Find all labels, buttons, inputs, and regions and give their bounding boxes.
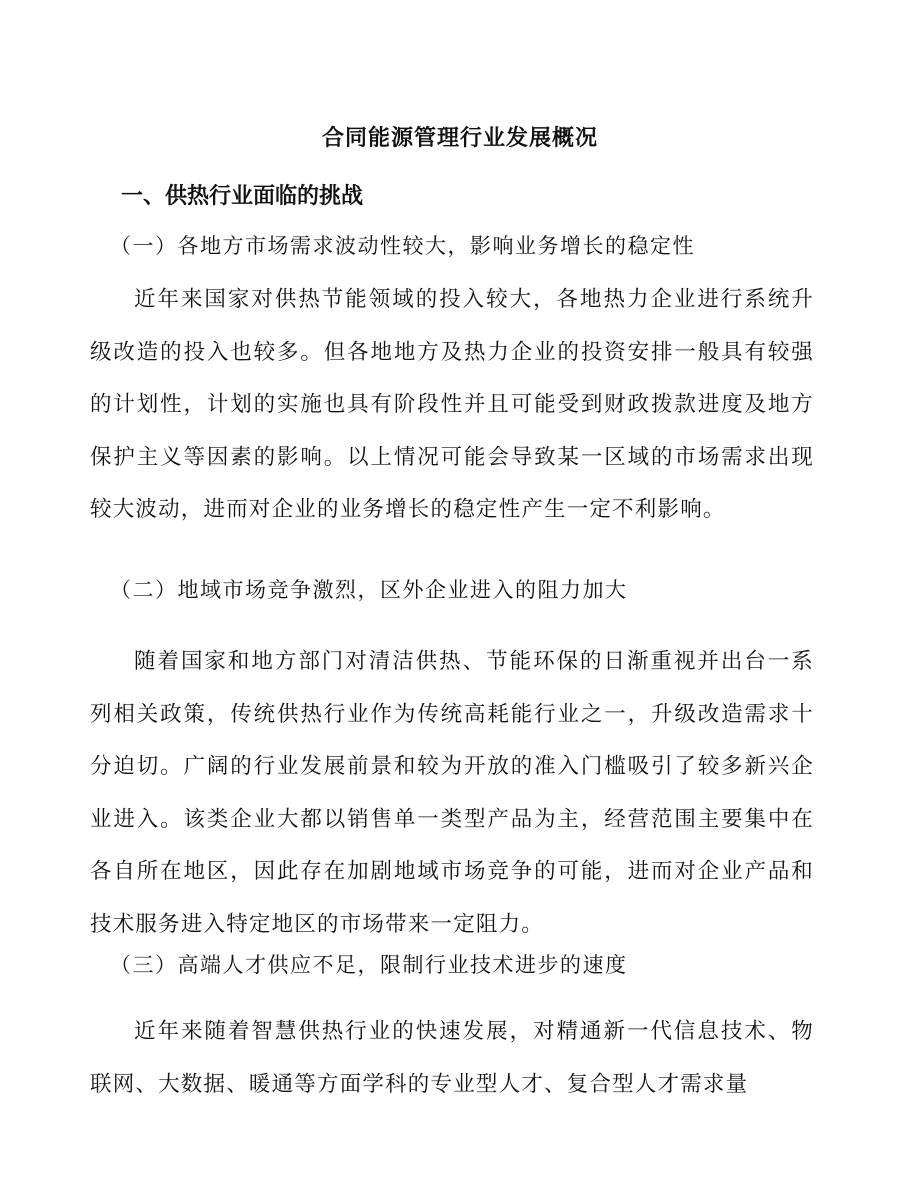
subsection-heading-3: （三）高端人才供应不足，限制行业技术进步的速度 (110, 953, 628, 977)
subsection-heading-2: （二）地域市场竞争激烈，区外企业进入的阻力加大 (110, 578, 628, 602)
subsection-body-3: 近年来随着智慧供热行业的快速发展，对精通新一代信息技术、物联网、大数据、暖通等方面学科的专业型人才、复合型人才需求量 (90, 1019, 814, 1097)
section-heading-challenges: 一、供热行业面临的挑战 (121, 183, 364, 209)
subsection-body-1: 近年来国家对供热节能领域的投入较大，各地热力企业进行系统升级改造的投入也较多。但各地地方及热力企业的投资安排一般具有较强的计划性，计划的实施也具有阶段性并且可能受到财政拨款进度及地方保护主义等因素的影响。以上情况可能会导致某一区域的市场需求出现较大波动，进而对企业的业务增长的稳定性产生一定不利影响。 (90, 287, 814, 522)
subsection-body-2: 随着国家和地方部门对清洁供热、节能环保的日渐重视并出台一系列相关政策，传统供热行业作为传统高耗能行业之一，升级改造需求十分迫切。广阔的行业发展前景和较为开放的准入门槛吸引了较多新兴企业进入。该类企业大都以销售单一类型产品为主，经营范围主要集中在各自所在地区，因此存在加剧地域市场竞争的可能，进而对企业产品和技术服务进入特定地区的市场带来一定阻力。 (90, 649, 814, 937)
document-title: 合同能源管理行业发展概况 (321, 125, 598, 151)
subsection-heading-1: （一）各地方市场需求波动性较大，影响业务增长的稳定性 (110, 234, 695, 258)
